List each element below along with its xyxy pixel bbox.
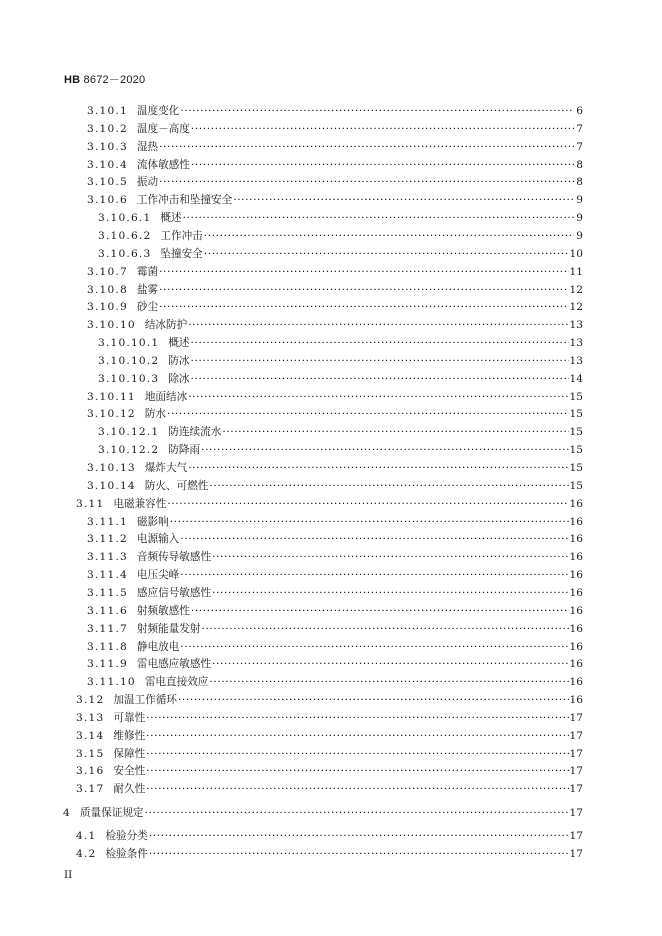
toc-entry[interactable]	[87, 264, 583, 281]
toc-entry-number: 3.11.9	[87, 658, 128, 671]
toc-entry-number: 3.10.6.3	[98, 247, 152, 260]
toc-entry-number: 3.10.11	[87, 390, 136, 403]
dot-leader	[222, 424, 568, 441]
toc-entry-title: 安全性	[113, 765, 146, 778]
toc-entry-page: 16	[569, 515, 583, 528]
toc-entry-page: 16	[569, 497, 583, 510]
toc-entry-number: 3.10.5	[87, 176, 128, 189]
toc-entry[interactable]	[76, 746, 583, 763]
toc-entry-number: 3.10.14	[87, 479, 136, 492]
toc-entry[interactable]	[76, 728, 583, 745]
toc-entry-number: 3.10.7	[87, 265, 128, 278]
toc-entry-number: 3.10.12.1	[98, 426, 160, 439]
toc-entry-number: 3.17	[76, 783, 105, 796]
dot-leader	[178, 692, 569, 709]
toc-entry-page: 15	[569, 408, 583, 421]
toc-entry[interactable]	[87, 192, 583, 209]
toc-entry-page: 17	[569, 729, 583, 742]
toc-entry-number: 3.10.9	[87, 301, 128, 314]
dot-leader	[188, 317, 568, 334]
dot-leader	[201, 621, 568, 638]
toc-entry-number: 3.10.3	[87, 140, 128, 153]
toc-entry-page: 8	[576, 158, 583, 171]
toc-entry-page: 16	[569, 569, 583, 582]
toc-entry-title: 耐久性	[113, 783, 146, 796]
dot-leader	[159, 264, 568, 281]
dot-leader	[149, 828, 569, 845]
toc-entry-page: 17	[569, 765, 583, 778]
toc-entry-title: 爆炸大气	[144, 462, 188, 474]
toc-entry-title: 静电放电	[136, 640, 180, 653]
toc-entry[interactable]	[87, 174, 583, 191]
toc-entry[interactable]	[87, 460, 583, 477]
dot-leader	[149, 846, 569, 863]
toc-entry-number: 3.10.10.3	[98, 372, 160, 385]
toc-entry-page: 15	[569, 462, 583, 474]
toc-entry[interactable]	[76, 828, 583, 845]
toc-entry[interactable]	[63, 805, 583, 822]
toc-entry-page: 17	[569, 807, 583, 820]
toc-entry-page: 9	[576, 212, 583, 225]
toc-entry[interactable]	[87, 478, 583, 495]
toc-entry-number: 3.10.6.1	[98, 212, 152, 225]
toc-entry[interactable]	[76, 496, 583, 513]
toc-entry-title: 盐雾	[136, 283, 159, 296]
toc-entry[interactable]	[87, 549, 583, 566]
dot-leader	[167, 406, 568, 423]
toc-entry-title: 质量保证规定	[79, 807, 144, 820]
dot-leader	[191, 371, 569, 388]
toc-entry-number: 3.10.6	[87, 194, 128, 207]
toc-entry[interactable]	[87, 567, 583, 584]
toc-entry[interactable]	[87, 514, 583, 531]
toc-entry-number: 3.11.5	[87, 586, 128, 599]
toc-entry-number: 3.11.6	[87, 604, 128, 617]
dot-leader	[180, 567, 568, 584]
toc-entry-number: 3.10.13	[87, 462, 136, 474]
toc-entry[interactable]	[87, 585, 583, 602]
dot-leader	[191, 157, 574, 174]
toc-entry-number: 3.11.7	[87, 622, 128, 635]
toc-entry-number: 3.11	[76, 497, 105, 510]
toc-entry-title: 工作冲击和坠撞安全	[136, 194, 233, 207]
toc-entry-number: 3.10.4	[87, 158, 128, 171]
toc-entry[interactable]	[87, 317, 583, 334]
toc-entry[interactable]	[76, 781, 583, 798]
toc-entry-number: 3.14	[76, 729, 105, 742]
toc-entry[interactable]	[87, 603, 583, 620]
toc-entry-number: 3.10.12	[87, 408, 136, 421]
toc-entry[interactable]	[98, 210, 583, 227]
toc-entry-page: 6	[576, 105, 583, 117]
dot-leader	[212, 549, 568, 566]
dot-leader	[159, 282, 568, 299]
dot-leader	[204, 228, 574, 245]
toc-entry-page: 12	[569, 301, 583, 314]
dot-leader	[191, 603, 569, 620]
dot-leader	[191, 335, 569, 352]
toc-entry-page: 15	[569, 390, 583, 403]
toc-entry-title: 防冰	[168, 354, 190, 367]
toc-entry-title: 防火、可燃性	[144, 479, 209, 492]
toc-entry-page: 13	[569, 354, 583, 367]
toc-entry-number: 3.11.8	[87, 640, 128, 653]
toc-entry[interactable]	[87, 621, 583, 638]
toc-entry-page: 12	[569, 283, 583, 296]
toc-entry-page: 17	[569, 747, 583, 760]
toc-entry-page: 17	[569, 847, 583, 860]
dot-leader	[212, 585, 568, 602]
toc-entry-title: 磁影响	[136, 515, 169, 528]
toc-entry-title: 地面结冰	[144, 390, 188, 403]
toc-entry-title: 射频敏感性	[136, 604, 190, 617]
toc-entry-page: 16	[569, 658, 583, 671]
toc-entry-number: 3.10.12.2	[98, 444, 160, 457]
toc-entry-number: 3.10.2	[87, 122, 128, 135]
toc-entry-page: 16	[569, 586, 583, 599]
toc-entry[interactable]	[87, 103, 583, 120]
dot-leader	[159, 139, 574, 156]
toc-entry[interactable]	[98, 424, 583, 441]
dot-leader	[146, 728, 568, 745]
toc-entry-number: 3.11.4	[87, 569, 128, 582]
dot-leader	[191, 121, 574, 138]
toc-entry-page: 11	[569, 265, 583, 278]
toc-entry-title: 维修性	[113, 729, 146, 742]
toc-entry-page: 15	[569, 479, 583, 492]
toc-entry-number: 3.11.3	[87, 551, 128, 564]
toc-entry-title: 电磁兼容性	[113, 497, 167, 510]
toc-entry-page: 16	[569, 694, 583, 707]
toc-entry-title: 振动	[136, 176, 159, 189]
toc-entry[interactable]	[76, 692, 583, 709]
dot-leader	[146, 746, 568, 763]
dot-leader	[233, 192, 574, 209]
toc-entry-title: 检验条件	[105, 847, 148, 860]
dot-leader	[159, 299, 568, 316]
toc-entry-title: 概述	[168, 337, 190, 350]
toc-entry-title: 电源输入	[136, 533, 180, 546]
toc-entry-title: 检验分类	[105, 830, 148, 842]
toc-entry-number: 3.10.1	[87, 105, 128, 117]
toc-entry-page: 16	[569, 604, 583, 617]
toc-entry[interactable]	[87, 639, 583, 656]
dot-leader	[204, 246, 569, 263]
toc-entry[interactable]	[98, 228, 583, 245]
toc-entry[interactable]	[87, 157, 583, 174]
dot-leader	[201, 442, 568, 459]
toc-entry-title: 概述	[160, 212, 182, 225]
dot-leader	[145, 805, 569, 822]
toc-entry[interactable]	[98, 353, 583, 370]
toc-entry-number: 3.10.10	[87, 319, 136, 332]
toc-entry-title: 雷电直接效应	[144, 676, 209, 689]
toc-entry-page: 16	[569, 551, 583, 564]
toc-entry-number: 3.11.2	[87, 533, 128, 546]
toc-entry-page: 16	[569, 533, 583, 546]
toc-entry[interactable]	[98, 335, 583, 352]
toc-entry-page: 17	[569, 783, 583, 796]
toc-entry-number: 3.11.10	[87, 676, 136, 689]
toc-entry[interactable]	[76, 710, 583, 727]
toc-entry[interactable]	[87, 656, 583, 673]
dot-leader	[212, 656, 568, 673]
toc-entry-number: 3.10.10.1	[98, 337, 160, 350]
toc-entry-page: 13	[569, 337, 583, 350]
toc-entry[interactable]	[87, 389, 583, 406]
toc-entry-title: 可靠性	[113, 711, 146, 724]
toc-entry-number: 3.15	[76, 747, 105, 760]
toc-entry-title: 防水	[144, 408, 167, 421]
dot-leader	[191, 353, 569, 370]
document-header	[64, 71, 145, 87]
toc-entry[interactable]	[87, 139, 583, 156]
toc-entry-number: 4.1	[76, 830, 97, 842]
toc-entry-title: 坠撞安全	[160, 247, 203, 260]
toc-entry[interactable]	[76, 846, 583, 863]
toc-entry[interactable]	[98, 246, 583, 263]
dot-leader	[188, 460, 568, 477]
toc-entry-page: 17	[569, 711, 583, 724]
dot-leader	[183, 210, 574, 227]
toc-entry-title: 感应信号敏感性	[136, 586, 212, 599]
toc-entry-title: 霉菌	[136, 265, 159, 278]
toc-entry-title: 加温工作循环	[113, 694, 177, 707]
toc-entry-page: 9	[576, 194, 583, 207]
toc-entry-page: 17	[569, 830, 583, 842]
toc-entry-page: 9	[576, 229, 583, 242]
toc-entry-title: 除冰	[168, 372, 190, 385]
dot-leader	[188, 389, 568, 406]
toc-entry-number: 4	[63, 807, 71, 820]
toc-entry[interactable]	[76, 763, 583, 780]
toc-entry-number: 3.11.1	[87, 515, 128, 528]
standard-code-prefix: HB	[64, 74, 81, 86]
dot-leader	[146, 763, 568, 780]
toc-entry-title: 防降雨	[168, 444, 201, 457]
toc-entry-title: 流体敏感性	[136, 158, 190, 171]
dot-leader	[146, 781, 568, 798]
page-number: II	[64, 869, 73, 881]
toc-entry-number: 3.12	[76, 694, 105, 707]
toc-entry-title: 电压尖峰	[136, 569, 180, 582]
toc-entry-page: 14	[569, 372, 583, 385]
toc-entry[interactable]	[87, 406, 583, 423]
standard-code-number: 8672－2020	[80, 74, 146, 86]
toc-entry[interactable]	[87, 299, 583, 316]
toc-entry-page: 16	[569, 676, 583, 689]
toc-entry-page: 16	[569, 622, 583, 635]
toc-entry[interactable]	[98, 442, 583, 459]
dot-leader	[167, 496, 568, 513]
toc-entry[interactable]	[87, 121, 583, 138]
toc-entry-title: 雷电感应敏感性	[136, 658, 212, 671]
toc-entry-page: 7	[576, 122, 583, 135]
dot-leader	[146, 710, 568, 727]
toc-entry-title: 温度－高度	[136, 122, 190, 135]
toc-entry-page: 15	[569, 426, 583, 439]
toc-entry-title: 保障性	[113, 747, 146, 760]
toc-entry-number: 3.16	[76, 765, 105, 778]
toc-entry-number: 4.2	[76, 847, 97, 860]
toc-entry-title: 音频传导敏感性	[136, 551, 212, 564]
toc-entry-title: 防连续流水	[168, 426, 222, 439]
toc-entry-page: 16	[569, 640, 583, 653]
toc-entry-number: 3.10.6.2	[98, 229, 152, 242]
toc-entry[interactable]	[87, 531, 583, 548]
toc-entry-number: 3.13	[76, 711, 105, 724]
dot-leader	[170, 514, 569, 531]
toc-entry-page: 10	[569, 247, 583, 260]
toc-entry-number: 3.10.10.2	[98, 354, 160, 367]
toc-entry[interactable]	[87, 282, 583, 299]
toc-entry-title: 湿热	[136, 140, 159, 153]
toc-entry-title: 温度变化	[136, 105, 180, 117]
toc-entry-page: 15	[569, 444, 583, 457]
toc-entry-title: 射频能量发射	[136, 622, 201, 635]
toc-entry-page: 7	[576, 140, 583, 153]
dot-leader	[180, 531, 568, 548]
toc-entry-title: 工作冲击	[160, 229, 203, 242]
dot-leader	[159, 174, 574, 191]
toc-entry-page: 8	[576, 176, 583, 189]
toc-entry[interactable]	[98, 371, 583, 388]
toc-entry-number: 3.10.8	[87, 283, 128, 296]
dot-leader	[209, 674, 568, 691]
toc-entry[interactable]	[87, 674, 583, 691]
dot-leader	[180, 103, 574, 120]
dot-leader	[180, 639, 568, 656]
toc-entry-title: 结冰防护	[144, 319, 188, 332]
toc-entry-page: 13	[569, 319, 583, 332]
dot-leader	[209, 478, 568, 495]
toc-entry-title: 砂尘	[136, 301, 159, 314]
